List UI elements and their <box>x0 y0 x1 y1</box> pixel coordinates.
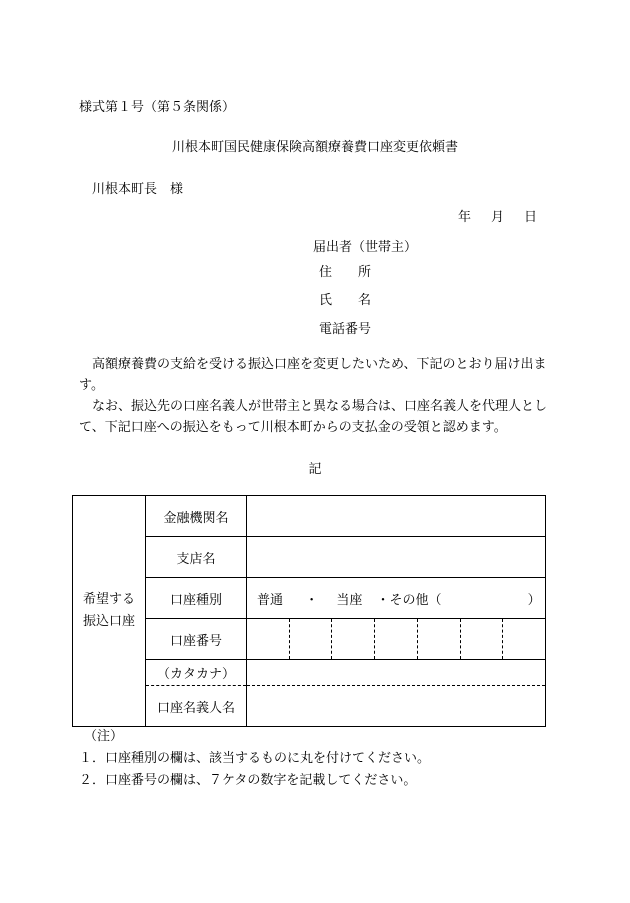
account-digit-box[interactable] <box>247 619 289 659</box>
account-digit-box[interactable] <box>289 619 332 659</box>
account-type-other-close: ） <box>527 592 541 608</box>
holder-kana-field[interactable] <box>247 660 546 686</box>
applicant-heading: 届出者（世帯主） <box>313 240 418 255</box>
date-month-label: 月 <box>491 210 505 225</box>
account-digit-box[interactable] <box>502 619 545 659</box>
bank-name-label: 金融機関名 <box>146 496 247 537</box>
branch-name-label: 支店名 <box>146 537 247 578</box>
account-type-field[interactable] <box>247 578 546 619</box>
account-number-field[interactable] <box>247 619 546 660</box>
account-type-label: 口座種別 <box>146 578 247 619</box>
applicant-phone-label: 電話番号 <box>319 322 372 337</box>
note-item: １．口座種別の欄は、該当するものに丸を付けてください。 <box>79 751 431 766</box>
bank-name-field[interactable] <box>247 496 546 537</box>
applicant-name-label: 氏 名 <box>319 293 372 308</box>
account-digit-box[interactable] <box>374 619 417 659</box>
account-number-label: 口座番号 <box>146 619 247 660</box>
account-type-separator: ・ <box>305 592 319 608</box>
date-year-label: 年 <box>458 210 472 225</box>
account-digit-box[interactable] <box>331 619 374 659</box>
date-line <box>458 206 537 225</box>
addressee: 川根本町長 様 <box>92 182 184 197</box>
account-digit-box[interactable] <box>460 619 503 659</box>
applicant-address-label: 住 所 <box>319 265 372 280</box>
body-paragraph-1: 高額療養費の支給を受ける振込口座を変更したいため、下記のとおり届け出ます。 <box>79 357 547 393</box>
branch-name-field[interactable] <box>247 537 546 578</box>
date-day-label: 日 <box>524 210 538 225</box>
account-number-digit-boxes <box>247 619 545 659</box>
account-table <box>72 495 546 727</box>
desired-account-label-line1: 希望する <box>82 592 135 607</box>
account-digit-box[interactable] <box>417 619 460 659</box>
body-paragraph-2: なお、振込先の口座名義人が世帯主と異なる場合は、口座名義人を代理人として、下記口座への振込をもって川根本町からの支払金の受領と認めます。 <box>79 399 548 435</box>
note-item: ２．口座番号の欄は、７ケタの数字を記載してください。 <box>79 773 417 788</box>
account-holder-label: 口座名義人名 <box>146 686 247 727</box>
account-type-ordinary[interactable]: 普通 <box>257 592 284 608</box>
desired-account-label <box>73 496 146 727</box>
account-type-other[interactable]: ・その他（ <box>376 592 442 608</box>
ki-heading: 記 <box>308 462 322 477</box>
kana-label: （カタカナ） <box>146 660 247 686</box>
document-title: 川根本町国民健康保険高額療養費口座変更依頼書 <box>171 140 458 155</box>
form-number: 様式第１号（第５条関係） <box>79 100 236 115</box>
account-type-current[interactable]: 当座 <box>336 592 363 608</box>
account-holder-field[interactable] <box>247 686 546 727</box>
notes-heading: （注） <box>84 729 124 744</box>
desired-account-label-line2: 振込口座 <box>82 614 135 629</box>
